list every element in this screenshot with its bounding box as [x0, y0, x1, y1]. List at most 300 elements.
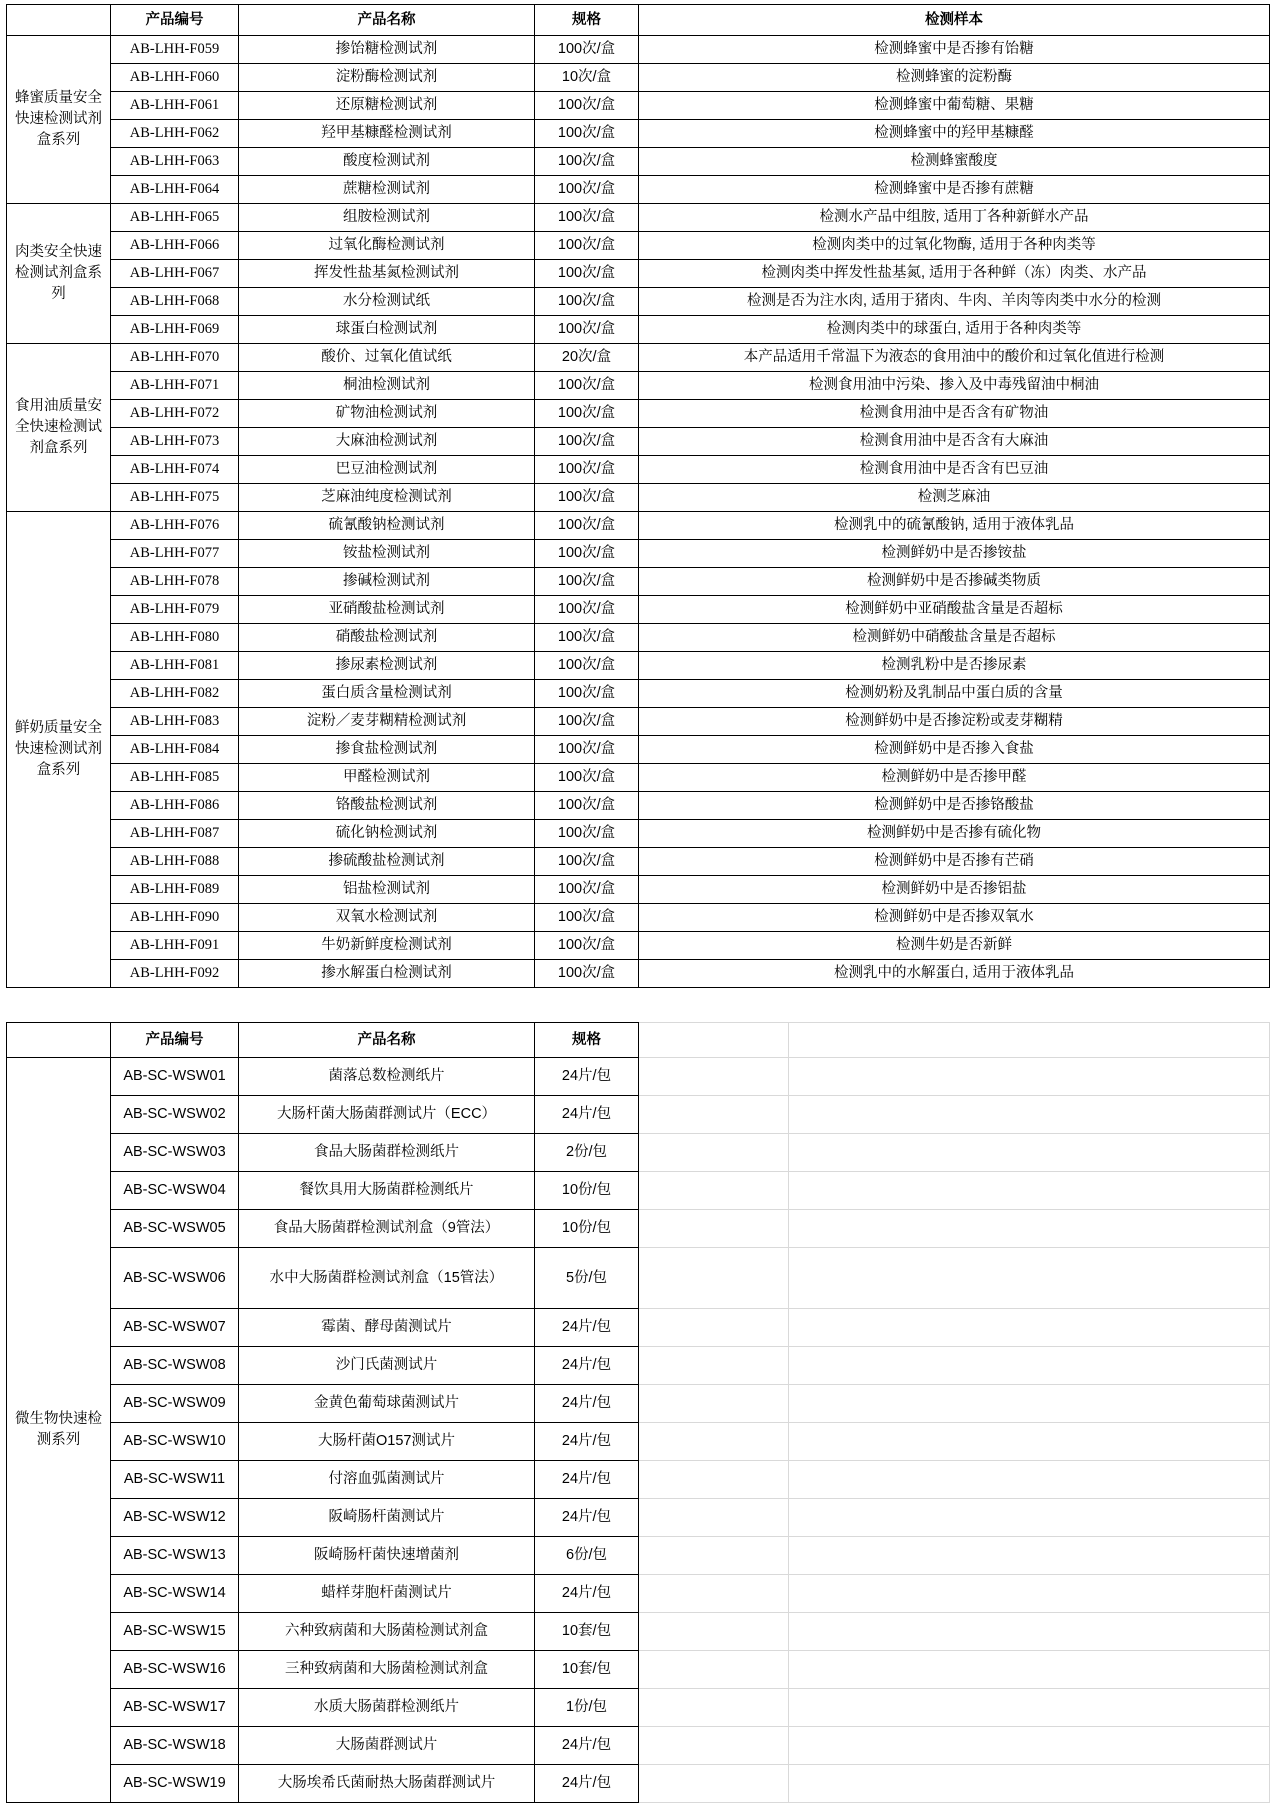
table-row: [7, 1058, 1270, 1096]
blank-cell: [789, 1537, 1270, 1575]
category-cell: 肉类安全快速检测试剂盒系列: [7, 204, 111, 344]
product-table-microbiology: [6, 1022, 1270, 1803]
cell-code: AB-SC-WSW19: [111, 1765, 239, 1803]
cell-code: AB-LHH-F088: [111, 848, 239, 876]
cell-code: AB-SC-WSW13: [111, 1537, 239, 1575]
cell-spec: 10套/包: [535, 1651, 639, 1689]
cell-code: AB-SC-WSW17: [111, 1689, 239, 1727]
table-row: [7, 568, 1270, 596]
cell-sample: 检测是否为注水肉, 适用于猪肉、牛肉、羊肉等肉类中水分的检测: [639, 288, 1270, 316]
cell-sample: 检测食用油中是否含有大麻油: [639, 428, 1270, 456]
cell-name: 挥发性盐基氮检测试剂: [239, 260, 535, 288]
cell-spec: 100次/盒: [535, 904, 639, 932]
table-spacer: [6, 988, 1269, 1022]
cell-sample: 检测蜂蜜酸度: [639, 148, 1270, 176]
cell-name: 铬酸盐检测试剂: [239, 792, 535, 820]
cell-name: 羟甲基糠醛检测试剂: [239, 120, 535, 148]
blank-cell: [789, 1347, 1270, 1385]
cell-code: AB-SC-WSW02: [111, 1096, 239, 1134]
table-row: [7, 1309, 1270, 1347]
cell-spec: 10套/包: [535, 1613, 639, 1651]
cell-code: AB-LHH-F059: [111, 36, 239, 64]
blank-cell: [639, 1134, 789, 1172]
cell-name: 硫化钠检测试剂: [239, 820, 535, 848]
cell-sample: 检测肉类中的球蛋白, 适用于各种肉类等: [639, 316, 1270, 344]
cell-name: 大肠杆菌O157测试片: [239, 1423, 535, 1461]
cell-spec: 100次/盒: [535, 372, 639, 400]
table-row: [7, 204, 1270, 232]
cell-code: AB-SC-WSW06: [111, 1248, 239, 1309]
blank-cell: [639, 1058, 789, 1096]
cell-spec: 24片/包: [535, 1461, 639, 1499]
blank-cell: [639, 1575, 789, 1613]
cell-spec: 100次/盒: [535, 92, 639, 120]
cell-sample: 检测肉类中挥发性盐基氮, 适用于各种鲜（冻）肉类、水产品: [639, 260, 1270, 288]
cell-name: 食品大肠菌群检测试剂盒（9管法）: [239, 1210, 535, 1248]
cell-sample: 检测乳中的硫氰酸钠, 适用于液体乳品: [639, 512, 1270, 540]
cell-sample: 检测鲜奶中是否掺入食盐: [639, 736, 1270, 764]
blank-cell: [789, 1499, 1270, 1537]
cell-code: AB-SC-WSW04: [111, 1172, 239, 1210]
header-code: 产品编号: [111, 5, 239, 36]
cell-spec: 5份/包: [535, 1248, 639, 1309]
cell-name: 六种致病菌和大肠菌检测试剂盒: [239, 1613, 535, 1651]
table-row: [7, 1499, 1270, 1537]
cell-code: AB-LHH-F069: [111, 316, 239, 344]
cell-spec: 100次/盒: [535, 260, 639, 288]
cell-sample: 检测乳中的水解蛋白, 适用于液体乳品: [639, 960, 1270, 988]
cell-name: 亚硝酸盐检测试剂: [239, 596, 535, 624]
table-row: [7, 92, 1270, 120]
cell-name: 大肠杆菌大肠菌群测试片（ECC）: [239, 1096, 535, 1134]
cell-spec: 100次/盒: [535, 792, 639, 820]
table-header-row: [7, 5, 1270, 36]
cell-code: AB-SC-WSW08: [111, 1347, 239, 1385]
blank-cell: [639, 1651, 789, 1689]
table-row: [7, 148, 1270, 176]
blank-cell: [639, 1309, 789, 1347]
blank-cell: [639, 1347, 789, 1385]
cell-sample: 检测蜂蜜的淀粉酶: [639, 64, 1270, 92]
table2-header: [7, 1023, 1270, 1058]
cell-name: 付溶血弧菌测试片: [239, 1461, 535, 1499]
table-row: [7, 1248, 1270, 1309]
blank-cell: [789, 1423, 1270, 1461]
cell-code: AB-LHH-F084: [111, 736, 239, 764]
table-row: [7, 120, 1270, 148]
cell-code: AB-LHH-F067: [111, 260, 239, 288]
blank-cell: [789, 1613, 1270, 1651]
cell-sample: 检测肉类中的过氧化物酶, 适用于各种肉类等: [639, 232, 1270, 260]
table-row: [7, 36, 1270, 64]
blank-cell: [789, 1575, 1270, 1613]
table-row: [7, 1651, 1270, 1689]
cell-name: 过氧化酶检测试剂: [239, 232, 535, 260]
table-row: [7, 652, 1270, 680]
table-row: [7, 932, 1270, 960]
table-row: [7, 904, 1270, 932]
cell-name: 还原糖检测试剂: [239, 92, 535, 120]
table-row: [7, 960, 1270, 988]
cell-name: 食品大肠菌群检测纸片: [239, 1134, 535, 1172]
cell-spec: 24片/包: [535, 1423, 639, 1461]
cell-code: AB-LHH-F065: [111, 204, 239, 232]
cell-code: AB-LHH-F086: [111, 792, 239, 820]
table-row: [7, 260, 1270, 288]
table-row: [7, 400, 1270, 428]
cell-name: 掺尿素检测试剂: [239, 652, 535, 680]
cell-name: 水分检测试纸: [239, 288, 535, 316]
table-row: [7, 1537, 1270, 1575]
cell-name: 淀粉／麦芽糊精检测试剂: [239, 708, 535, 736]
blank-cell: [789, 1096, 1270, 1134]
cell-sample: 检测蜂蜜中是否掺有蔗糖: [639, 176, 1270, 204]
table-row: [7, 512, 1270, 540]
cell-spec: 100次/盒: [535, 960, 639, 988]
cell-spec: 100次/盒: [535, 36, 639, 64]
table-row: [7, 316, 1270, 344]
cell-sample: 检测鲜奶中是否掺铵盐: [639, 540, 1270, 568]
cell-spec: 100次/盒: [535, 316, 639, 344]
cell-sample: 检测蜂蜜中是否掺有饴糖: [639, 36, 1270, 64]
cell-code: AB-SC-WSW09: [111, 1385, 239, 1423]
table-row: [7, 176, 1270, 204]
cell-code: AB-SC-WSW01: [111, 1058, 239, 1096]
table-row: [7, 1689, 1270, 1727]
cell-sample: 检测芝麻油: [639, 484, 1270, 512]
table-row: [7, 708, 1270, 736]
header-spec: 规格: [535, 5, 639, 36]
cell-code: AB-LHH-F070: [111, 344, 239, 372]
category-cell: 微生物快速检测系列: [7, 1058, 111, 1803]
table2-body: [7, 1058, 1270, 1803]
cell-name: 巴豆油检测试剂: [239, 456, 535, 484]
cell-spec: 100次/盒: [535, 568, 639, 596]
cell-code: AB-LHH-F061: [111, 92, 239, 120]
cell-spec: 100次/盒: [535, 176, 639, 204]
blank-cell: [639, 1537, 789, 1575]
cell-spec: 10份/包: [535, 1210, 639, 1248]
cell-sample: 检测蜂蜜中葡萄糖、果糖: [639, 92, 1270, 120]
blank-cell: [639, 1210, 789, 1248]
cell-name: 铵盐检测试剂: [239, 540, 535, 568]
blank-cell: [639, 1096, 789, 1134]
blank-cell: [639, 1423, 789, 1461]
cell-spec: 100次/盒: [535, 120, 639, 148]
table-row: [7, 372, 1270, 400]
cell-name: 铝盐检测试剂: [239, 876, 535, 904]
table-header-row: [7, 1023, 1270, 1058]
cell-name: 桐油检测试剂: [239, 372, 535, 400]
cell-code: AB-LHH-F092: [111, 960, 239, 988]
category-cell: 食用油质量安全快速检测试剂盒系列: [7, 344, 111, 512]
header-code: 产品编号: [111, 1023, 239, 1058]
blank-cell: [789, 1689, 1270, 1727]
table-row: [7, 1423, 1270, 1461]
product-table-reagent-kits: [6, 4, 1270, 988]
table-row: [7, 680, 1270, 708]
table1-body: [7, 36, 1270, 988]
cell-code: AB-LHH-F071: [111, 372, 239, 400]
cell-code: AB-SC-WSW16: [111, 1651, 239, 1689]
cell-sample: 检测鲜奶中是否掺铝盐: [639, 876, 1270, 904]
cell-spec: 100次/盒: [535, 540, 639, 568]
cell-name: 组胺检测试剂: [239, 204, 535, 232]
cell-sample: 检测鲜奶中是否掺甲醛: [639, 764, 1270, 792]
cell-name: 甲醛检测试剂: [239, 764, 535, 792]
cell-code: AB-LHH-F083: [111, 708, 239, 736]
table-row: [7, 1575, 1270, 1613]
blank-cell: [639, 1689, 789, 1727]
blank-cell: [789, 1385, 1270, 1423]
cell-spec: 100次/盒: [535, 288, 639, 316]
cell-sample: 检测食用油中污染、掺入及中毒残留油中桐油: [639, 372, 1270, 400]
cell-name: 双氧水检测试剂: [239, 904, 535, 932]
cell-sample: 检测食用油中是否含有矿物油: [639, 400, 1270, 428]
cell-code: AB-SC-WSW07: [111, 1309, 239, 1347]
cell-sample: 检测鲜奶中是否掺碱类物质: [639, 568, 1270, 596]
table-row: [7, 848, 1270, 876]
cell-sample: 本产品适用千常温下为液态的食用油中的酸价和过氧化值进行检测: [639, 344, 1270, 372]
table-row: [7, 792, 1270, 820]
blank-cell: [789, 1023, 1270, 1058]
cell-name: 掺水解蛋白检测试剂: [239, 960, 535, 988]
cell-spec: 24片/包: [535, 1347, 639, 1385]
cell-code: AB-LHH-F066: [111, 232, 239, 260]
cell-sample: 检测鲜奶中硝酸盐含量是否超标: [639, 624, 1270, 652]
cell-spec: 100次/盒: [535, 428, 639, 456]
cell-sample: 检测乳粉中是否掺尿素: [639, 652, 1270, 680]
blank-cell: [639, 1765, 789, 1803]
blank-cell: [789, 1134, 1270, 1172]
cell-name: 球蛋白检测试剂: [239, 316, 535, 344]
category-cell: 鲜奶质量安全快速检测试剂盒系列: [7, 512, 111, 988]
cell-spec: 100次/盒: [535, 876, 639, 904]
cell-spec: 20次/盒: [535, 344, 639, 372]
cell-spec: 100次/盒: [535, 512, 639, 540]
cell-code: AB-LHH-F078: [111, 568, 239, 596]
cell-spec: 6份/包: [535, 1537, 639, 1575]
cell-code: AB-SC-WSW15: [111, 1613, 239, 1651]
cell-code: AB-LHH-F079: [111, 596, 239, 624]
blank-cell: [789, 1461, 1270, 1499]
table-row: [7, 428, 1270, 456]
cell-name: 淀粉酶检测试剂: [239, 64, 535, 92]
cell-code: AB-SC-WSW14: [111, 1575, 239, 1613]
cell-name: 蛋白质含量检测试剂: [239, 680, 535, 708]
blank-cell: [789, 1058, 1270, 1096]
cell-name: 三种致病菌和大肠菌检测试剂盒: [239, 1651, 535, 1689]
cell-code: AB-SC-WSW03: [111, 1134, 239, 1172]
cell-name: 酸价、过氧化值试纸: [239, 344, 535, 372]
table-row: [7, 624, 1270, 652]
blank-cell: [639, 1499, 789, 1537]
cell-code: AB-SC-WSW18: [111, 1727, 239, 1765]
cell-spec: 100次/盒: [535, 624, 639, 652]
cell-name: 蔗糖检测试剂: [239, 176, 535, 204]
header-category: [7, 1023, 111, 1058]
cell-spec: 24片/包: [535, 1309, 639, 1347]
cell-sample: 检测食用油中是否含有巴豆油: [639, 456, 1270, 484]
cell-name: 酸度检测试剂: [239, 148, 535, 176]
cell-code: AB-LHH-F068: [111, 288, 239, 316]
cell-name: 阪崎肠杆菌快速增菌剂: [239, 1537, 535, 1575]
cell-spec: 10次/盒: [535, 64, 639, 92]
cell-spec: 100次/盒: [535, 708, 639, 736]
cell-name: 掺饴糖检测试剂: [239, 36, 535, 64]
cell-sample: 检测蜂蜜中的羟甲基糠醛: [639, 120, 1270, 148]
table-row: [7, 344, 1270, 372]
header-category: [7, 5, 111, 36]
cell-name: 水中大肠菌群检测试剂盒（15管法）: [239, 1248, 535, 1309]
cell-name: 大肠菌群测试片: [239, 1727, 535, 1765]
cell-name: 硫氰酸钠检测试剂: [239, 512, 535, 540]
table-row: [7, 456, 1270, 484]
cell-spec: 100次/盒: [535, 148, 639, 176]
cell-name: 金黄色葡萄球菌测试片: [239, 1385, 535, 1423]
table-row: [7, 232, 1270, 260]
blank-cell: [789, 1765, 1270, 1803]
table-row: [7, 288, 1270, 316]
cell-spec: 100次/盒: [535, 456, 639, 484]
cell-code: AB-LHH-F075: [111, 484, 239, 512]
blank-cell: [639, 1613, 789, 1651]
cell-sample: 检测奶粉及乳制品中蛋白质的含量: [639, 680, 1270, 708]
table-row: [7, 1347, 1270, 1385]
cell-spec: 100次/盒: [535, 484, 639, 512]
cell-spec: 24片/包: [535, 1575, 639, 1613]
header-name: 产品名称: [239, 1023, 535, 1058]
table-row: [7, 1727, 1270, 1765]
cell-code: AB-LHH-F076: [111, 512, 239, 540]
cell-name: 菌落总数检测纸片: [239, 1058, 535, 1096]
cell-code: AB-LHH-F063: [111, 148, 239, 176]
cell-spec: 100次/盒: [535, 680, 639, 708]
table-row: [7, 1613, 1270, 1651]
cell-sample: 检测鲜奶中是否掺双氧水: [639, 904, 1270, 932]
cell-spec: 24片/包: [535, 1499, 639, 1537]
table-row: [7, 1172, 1270, 1210]
cell-spec: 100次/盒: [535, 596, 639, 624]
cell-name: 掺食盐检测试剂: [239, 736, 535, 764]
blank-cell: [789, 1651, 1270, 1689]
cell-sample: 检测鲜奶中是否掺铬酸盐: [639, 792, 1270, 820]
cell-code: AB-LHH-F077: [111, 540, 239, 568]
blank-cell: [789, 1210, 1270, 1248]
blank-cell: [639, 1023, 789, 1058]
table-row: [7, 1210, 1270, 1248]
blank-cell: [789, 1248, 1270, 1309]
cell-spec: 100次/盒: [535, 736, 639, 764]
header-name: 产品名称: [239, 5, 535, 36]
cell-sample: 检测鲜奶中是否掺有硫化物: [639, 820, 1270, 848]
table-row: [7, 1096, 1270, 1134]
cell-name: 掺硫酸盐检测试剂: [239, 848, 535, 876]
blank-cell: [789, 1309, 1270, 1347]
cell-code: AB-LHH-F062: [111, 120, 239, 148]
cell-code: AB-LHH-F087: [111, 820, 239, 848]
cell-name: 沙门氏菌测试片: [239, 1347, 535, 1385]
cell-name: 阪崎肠杆菌测试片: [239, 1499, 535, 1537]
table-row: [7, 1385, 1270, 1423]
table-row: [7, 484, 1270, 512]
header-spec: 规格: [535, 1023, 639, 1058]
cell-code: AB-LHH-F072: [111, 400, 239, 428]
table-row: [7, 64, 1270, 92]
cell-code: AB-SC-WSW12: [111, 1499, 239, 1537]
cell-spec: 100次/盒: [535, 400, 639, 428]
cell-code: AB-LHH-F085: [111, 764, 239, 792]
cell-spec: 100次/盒: [535, 232, 639, 260]
blank-cell: [639, 1461, 789, 1499]
cell-name: 大麻油检测试剂: [239, 428, 535, 456]
cell-code: AB-SC-WSW11: [111, 1461, 239, 1499]
cell-name: 硝酸盐检测试剂: [239, 624, 535, 652]
cell-name: 大肠埃希氏菌耐热大肠菌群测试片: [239, 1765, 535, 1803]
cell-code: AB-LHH-F081: [111, 652, 239, 680]
table-row: [7, 764, 1270, 792]
cell-name: 芝麻油纯度检测试剂: [239, 484, 535, 512]
table-row: [7, 1134, 1270, 1172]
cell-spec: 100次/盒: [535, 932, 639, 960]
cell-sample: 检测鲜奶中是否掺淀粉或麦芽糊精: [639, 708, 1270, 736]
cell-spec: 100次/盒: [535, 204, 639, 232]
blank-cell: [639, 1248, 789, 1309]
cell-name: 水质大肠菌群检测纸片: [239, 1689, 535, 1727]
cell-spec: 24片/包: [535, 1058, 639, 1096]
cell-sample: 检测鲜奶中是否掺有芒硝: [639, 848, 1270, 876]
table-row: [7, 820, 1270, 848]
table-row: [7, 540, 1270, 568]
blank-cell: [789, 1727, 1270, 1765]
blank-cell: [789, 1172, 1270, 1210]
cell-spec: 100次/盒: [535, 820, 639, 848]
table1-header: [7, 5, 1270, 36]
cell-code: AB-LHH-F082: [111, 680, 239, 708]
cell-code: AB-LHH-F073: [111, 428, 239, 456]
cell-spec: 24片/包: [535, 1096, 639, 1134]
cell-spec: 10份/包: [535, 1172, 639, 1210]
cell-spec: 100次/盒: [535, 764, 639, 792]
cell-name: 霉菌、酵母菌测试片: [239, 1309, 535, 1347]
table-row: [7, 596, 1270, 624]
cell-name: 蜡样芽胞杆菌测试片: [239, 1575, 535, 1613]
table-row: [7, 1765, 1270, 1803]
cell-code: AB-SC-WSW10: [111, 1423, 239, 1461]
cell-code: AB-LHH-F091: [111, 932, 239, 960]
cell-name: 餐饮具用大肠菌群检测纸片: [239, 1172, 535, 1210]
cell-name: 矿物油检测试剂: [239, 400, 535, 428]
cell-code: AB-LHH-F089: [111, 876, 239, 904]
blank-cell: [639, 1385, 789, 1423]
category-cell: 蜂蜜质量安全快速检测试剂盒系列: [7, 36, 111, 204]
table-row: [7, 876, 1270, 904]
blank-cell: [639, 1172, 789, 1210]
cell-spec: 24片/包: [535, 1727, 639, 1765]
cell-code: AB-LHH-F064: [111, 176, 239, 204]
cell-spec: 100次/盒: [535, 848, 639, 876]
cell-spec: 24片/包: [535, 1385, 639, 1423]
cell-code: AB-LHH-F080: [111, 624, 239, 652]
table-row: [7, 1461, 1270, 1499]
cell-sample: 检测水产品中组胺, 适用丁各种新鲜水产品: [639, 204, 1270, 232]
cell-name: 掺碱检测试剂: [239, 568, 535, 596]
cell-code: AB-LHH-F074: [111, 456, 239, 484]
cell-spec: 2份/包: [535, 1134, 639, 1172]
header-sample: 检测样本: [639, 5, 1270, 36]
table-row: [7, 736, 1270, 764]
blank-cell: [639, 1727, 789, 1765]
